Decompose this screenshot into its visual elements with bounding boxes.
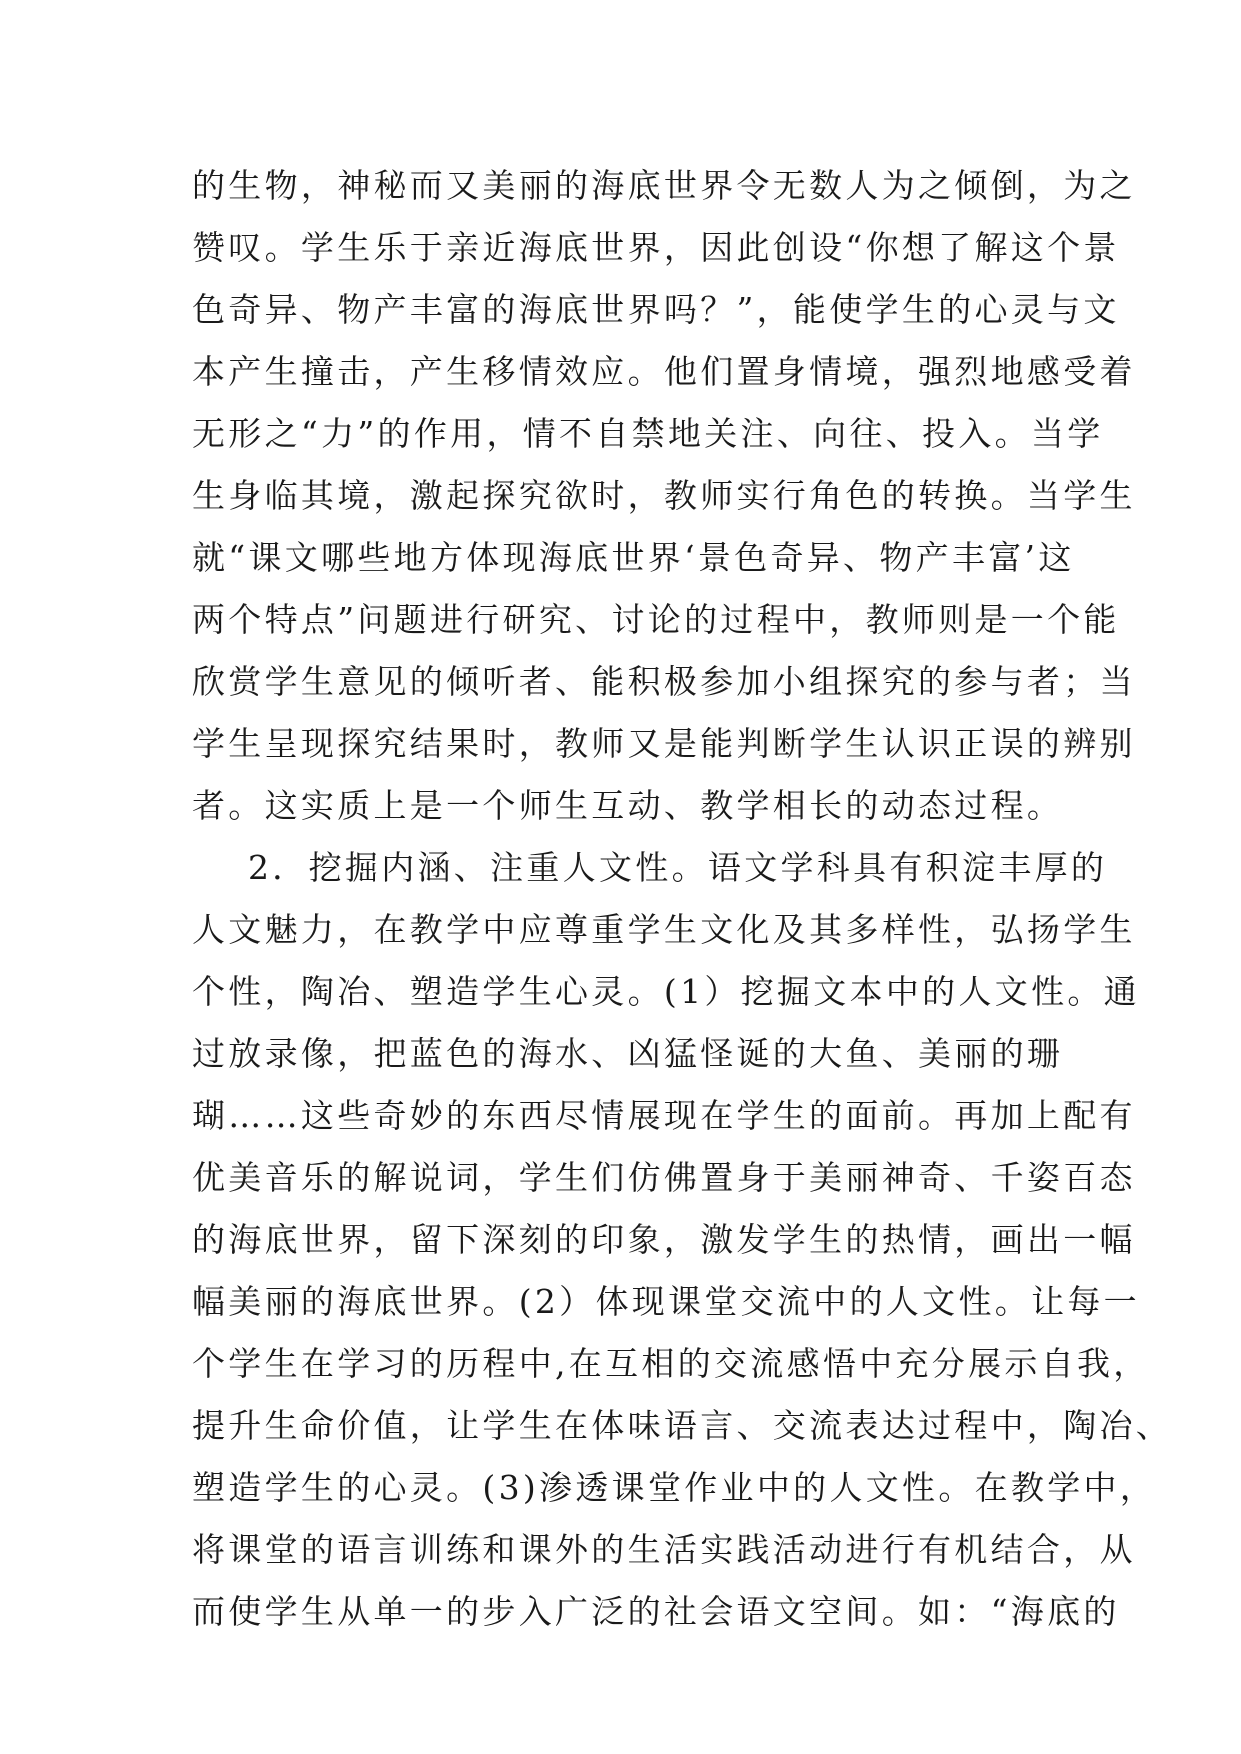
text-line: 塑造学生的心灵。(3)渗透课堂作业中的人文性。在教学中， xyxy=(192,1468,1157,1507)
text-line: 无形之“力”的作用，情不自禁地关注、向往、投入。当学 xyxy=(192,414,1104,453)
text-line: 的生物，神秘而又美丽的海底世界令无数人为之倾倒，为之 xyxy=(192,166,1136,205)
text-line: 的海底世界，留下深刻的印象，激发学生的热情，画出一幅 xyxy=(192,1220,1136,1259)
text-line: 而使学生从单一的步入广泛的社会语文空间。如：“海底的 xyxy=(192,1592,1120,1631)
text-line: 幅美丽的海底世界。(2）体现课堂交流中的人文性。让每一 xyxy=(192,1282,1140,1321)
text-line: 就“课文哪些地方体现海底世界‘景色奇异、物产丰富’这 xyxy=(192,538,1075,577)
text-line: 提升生命价值，让学生在体味语言、交流表达过程中，陶冶、 xyxy=(192,1406,1173,1445)
text-line: 将课堂的语言训练和课外的生活实践活动进行有机结合，从 xyxy=(192,1530,1136,1569)
paragraph-1 xyxy=(192,155,1136,837)
text-line: 过放录像，把蓝色的海水、凶猛怪诞的大鱼、美丽的珊 xyxy=(192,1034,1064,1073)
text-line: 者。这实质上是一个师生互动、教学相长的动态过程。 xyxy=(192,786,1064,825)
text-line: 本产生撞击，产生移情效应。他们置身情境，强烈地感受着 xyxy=(192,352,1136,391)
text-line: 个学生在学习的历程中,在互相的交流感悟中充分展示自我， xyxy=(192,1344,1150,1383)
text-line: 个性，陶冶、塑造学生心灵。(1）挖掘文本中的人文性。通 xyxy=(192,972,1140,1011)
text-line: 学生呈现探究结果时，教师又是能判断学生认识正误的辨别 xyxy=(192,724,1136,763)
text-line: 色奇异、物产丰富的海底世界吗？”，能使学生的心灵与文 xyxy=(192,290,1120,329)
paragraph-2 xyxy=(192,837,1173,1643)
text-line: 瑚……这些奇妙的东西尽情展现在学生的面前。再加上配有 xyxy=(192,1096,1136,1135)
text-line: 人文魅力，在教学中应尊重学生文化及其多样性，弘扬学生 xyxy=(192,910,1136,949)
text-line: 欣赏学生意见的倾听者、能积极参加小组探究的参与者；当 xyxy=(192,662,1136,701)
text-line: 2．挖掘内涵、注重人文性。语文学科具有积淀丰厚的 xyxy=(248,848,1108,887)
text-line: 赞叹。学生乐于亲近海底世界，因此创设“你想了解这个景 xyxy=(192,228,1120,267)
text-line: 生身临其境，激起探究欲时，教师实行角色的转换。当学生 xyxy=(192,476,1136,515)
body-text xyxy=(192,155,1173,1643)
text-line: 两个特点”问题进行研究、讨论的过程中，教师则是一个能 xyxy=(192,600,1120,639)
text-line: 优美音乐的解说词，学生们仿佛置身于美丽神奇、千姿百态 xyxy=(192,1158,1136,1197)
